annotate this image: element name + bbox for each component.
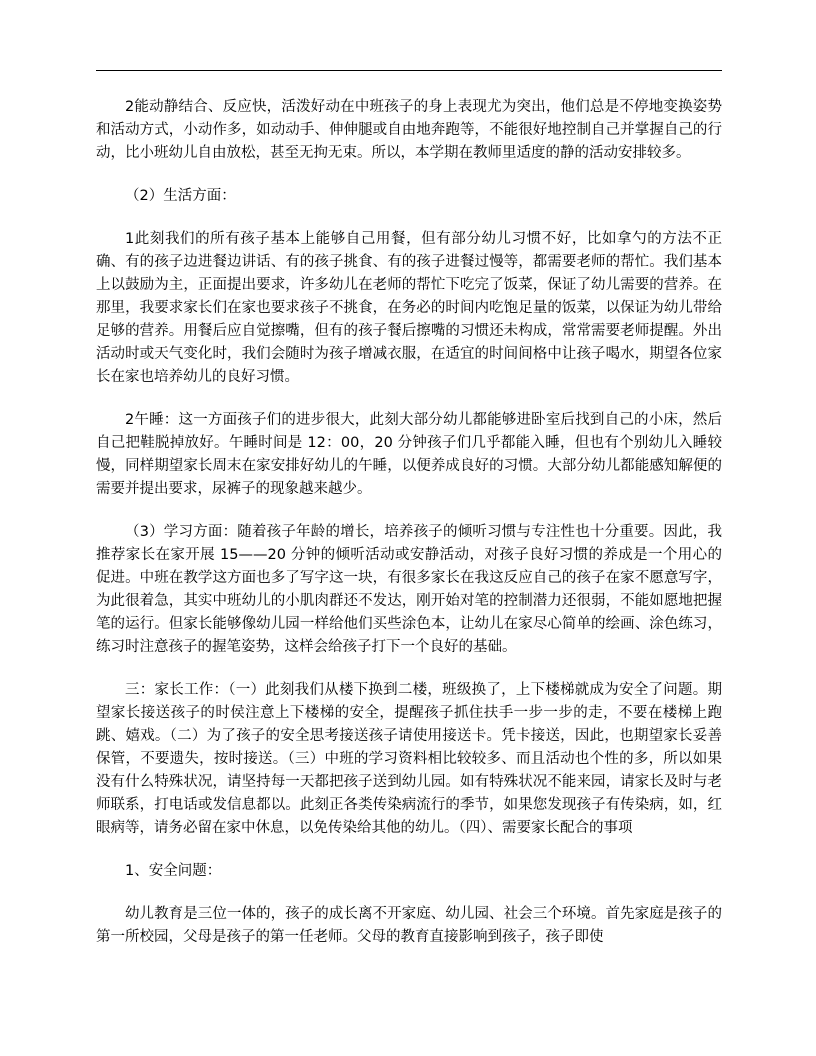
heading-safety: 1、安全问题： <box>125 863 222 879</box>
paragraph-nap: 2午睡：这一方面孩子们的进步很大，此刻大部分幼儿都能够进卧室后找到自己的小床，然后自己把鞋脱掉放好。午睡时间是 12：00，20 分钟孩子们几乎都能入睡，但也有个别幼儿入睡较慢，同样期望家长周末在家安排好幼儿的午睡，以便养成良好的习惯。大部分幼儿都能感知解便的需要并提出要求，尿裤子的现象越来越少。 <box>96 412 722 497</box>
paragraph-meals: 1此刻我们的所有孩子基本上能够自己用餐，但有部分幼儿习惯不好，比如拿勺的方法不正确、有的孩子边进餐边讲话、有的孩子挑食、有的孩子进餐过慢等，都需要老师的帮忙。我们基本上以鼓励为主，正面提出要求，许多幼儿在老师的帮忙下吃完了饭菜，保证了幼儿需要的营养。在那里，我要求家长们在家也要求孩子不挑食，在务必的时间内吃饱足量的饭菜，以保证为幼儿带给足够的营养。用餐后应自觉擦嘴，但有的孩子餐后擦嘴的习惯还未构成，常常需要老师提醒。外出活动时或天气变化时，我们会随时为孩子增减衣服，在适宜的时间间格中让孩子喝水，期望各位家长在家也培养幼儿的良好习惯。 <box>96 231 722 385</box>
document-body <box>96 96 722 969</box>
paragraph-learning: （3）学习方面：随着孩子年龄的增长，培养孩子的倾听习惯与专注性也十分重要。因此，我推荐家长在家开展 15——20 分钟的倾听活动或安静活动，对孩子良好习惯的养成是一个用心的促进。中班在教学这方面也多了写字这一块，有很多家长在我这反应自己的孩子在家不愿意写字，为此很着急，其实中班幼儿的小肌肉群还不发达，刚开始对笔的控制潜力还很弱，不能如愿地把握笔的运行。但家长能够像幼儿园一样给他们买些涂色本，让幼儿在家尽心简单的绘画、涂色练习，练习时注意孩子的握笔姿势，这样会给孩子打下一个良好的基础。 <box>96 524 722 655</box>
header-rule <box>96 70 722 71</box>
paragraph-activity-traits: 2能动静结合、反应快，活泼好动在中班孩子的身上表现尤为突出，他们总是不停地变换姿势和活动方式，小动作多，如动动手、伸伸腿或自由地奔跑等，不能很好地控制自己并掌握自己的行动，比小班幼儿自由放松，甚至无拘无束。所以，本学期在教师里适度的静的活动安排较多。 <box>96 99 722 161</box>
paragraph-parent-work: 三：家长工作：（一）此刻我们从楼下换到二楼，班级换了，上下楼梯就成为安全了问题。期望家长接送孩子的时侯注意上下楼梯的安全，提醒孩子抓住扶手一步一步的走，不要在楼梯上跑跳、嬉戏。（二）为了孩子的安全思考接送孩子请使用接送卡。凭卡接送，因此，也期望家长妥善保管，不要遗失，按时接送。（三）中班的学习资料相比较较多、而且活动也个性的多，所以如果没有什么特殊状况，请坚持每一天都把孩子送到幼儿园。如有特殊状况不能来园，请家长及时与老师联系，打电话或发信息都以。此刻正各类传染病流行的季节，如果您发现孩子有传染病，如，红眼病等，请务必留在家中休息，以免传染给其他的幼儿。（四）、需要家长配合的事项 <box>96 682 722 836</box>
paragraph-education: 幼儿教育是三位一体的，孩子的成长离不开家庭、幼儿园、社会三个环境。首先家庭是孩子的第一所校园，父母是孩子的第一任老师。父母的教育直接影响到孩子，孩子即使 <box>96 906 722 945</box>
heading-daily-life: （2）生活方面： <box>125 188 236 204</box>
